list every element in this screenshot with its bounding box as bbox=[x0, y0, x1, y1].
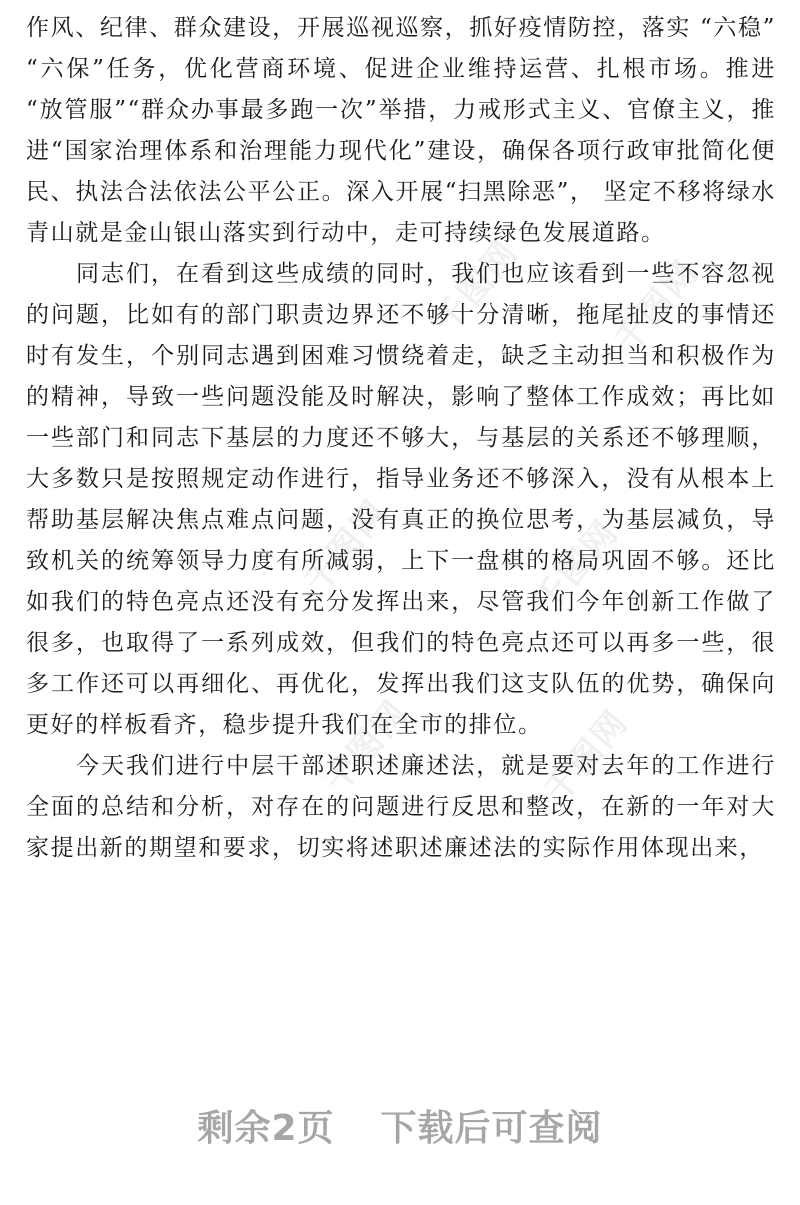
paragraph-problems: 同志们，在看到这些成绩的同时，我们也应该看到一些不容忽视的问题，比如有的部门职责边界还不够十分清晰，拖尾扯皮的事情还时有发生，个别同志遇到困难习惯绕着走，缺乏主动担当和积极作为的精神，导致一些问题没能及时解决，影响了整体工作成效；再比如一些部门和同志下基层的力度还不够大，与基层的关系还不够理顺，大多数只是按照规定动作进行，指导业务还不够深入，没有从根本上帮助基层解决焦点难点问题，没有真正的换位思考，为基层减负，导致机关的统筹领导力度有所减弱，上下一盘棋的格局巩固不够。还比如我们的特色亮点还没有充分发挥出来，尽管我们今年创新工作做了很多，也取得了一系列成效，但我们的特色亮点还可以再多一些，很多工作还可以再细化、再优化，发挥出我们这支队伍的优势，确保向更好的样板看齐，稳步提升我们在全市的排位。 bbox=[26, 261, 776, 738]
paragraph-continuation: 作风、纪律、群众建设，开展巡视巡察，抓好疫情防控，落实 “六稳” “六保”任务，优化营商环境、促进企业维持运营、扎根市场。推进 “放管服”“群众办事最多跑一次”举措，力戒形式主义、官僚主义，推进“国家治理体系和治理能力现代化”建设，确保各项行政审批简化便民、执法合法依法公平公正。深入开展“扫黑除恶”， 坚定不移将绿水青山就是金山银山落实到行动中，走可持续绿色发展道路。 bbox=[26, 15, 776, 246]
watermark: 千图网 bbox=[426, 232, 527, 341]
watermark: 千图网 bbox=[526, 512, 627, 621]
watermark: 千图网 bbox=[296, 492, 397, 601]
watermark: 千图网 bbox=[316, 692, 417, 801]
paragraph-review-purpose: 今天我们进行中层干部述职述廉述法，就是要对去年的工作进行全面的总结和分析，对存在的问题进行反思和整改，在新的一年对大家提出新的期望和要求，切实将述职述廉述法的实际作用体现出来， bbox=[26, 753, 776, 861]
remaining-pages-label: 剩余2页 bbox=[197, 1108, 335, 1149]
document-body bbox=[26, 8, 776, 869]
download-to-view-label: 下载后可查阅 bbox=[380, 1108, 603, 1149]
watermark: 千图网 bbox=[536, 702, 637, 811]
download-prompt-banner[interactable] bbox=[0, 1100, 800, 1151]
watermark: 千图网 bbox=[606, 252, 707, 361]
